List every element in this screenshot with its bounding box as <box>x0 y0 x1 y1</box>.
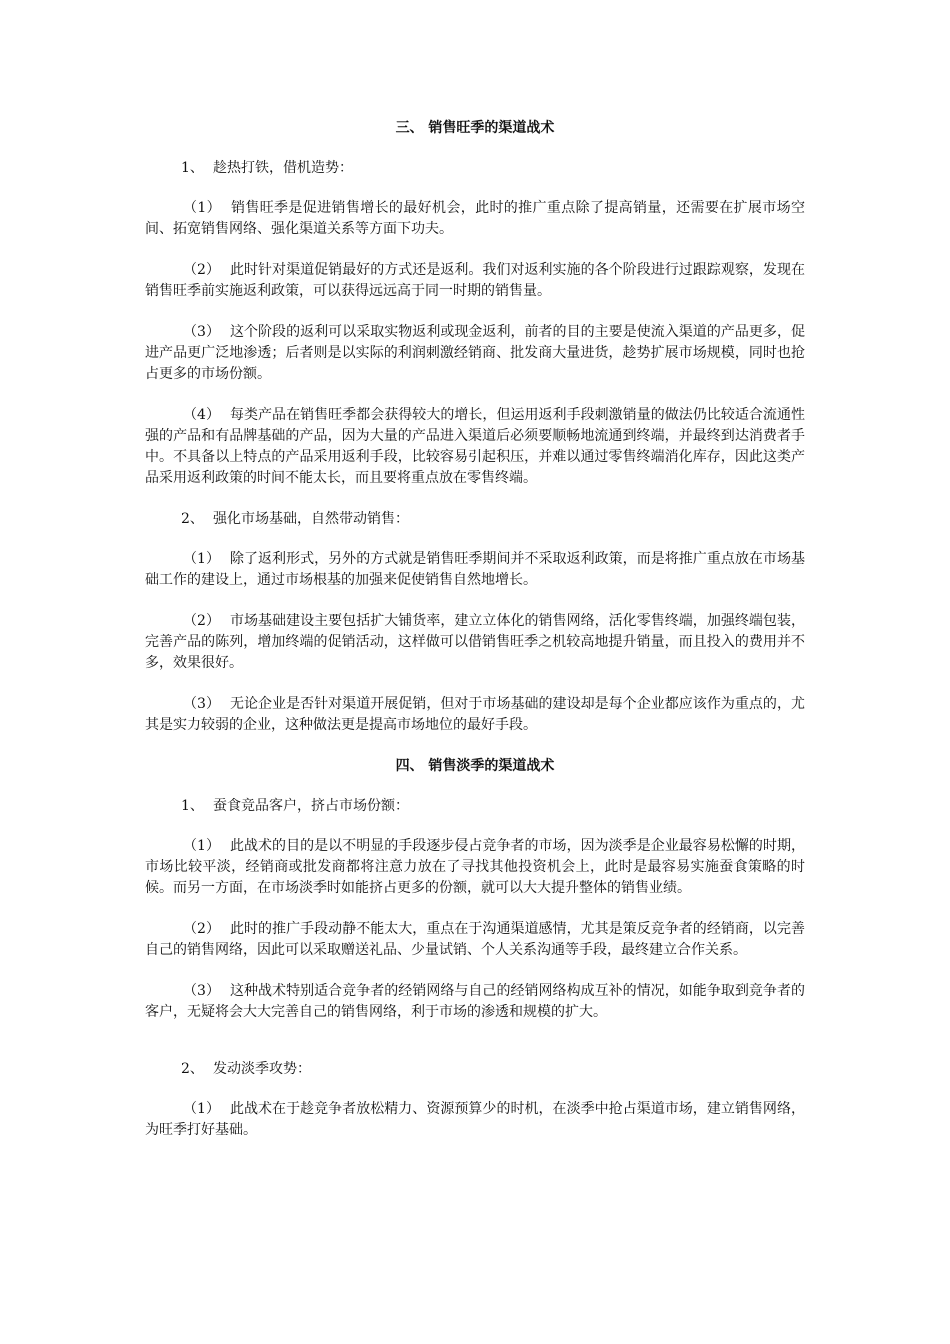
subheading-4-1 <box>181 796 805 816</box>
section-heading-4: 四、 销售淡季的渠道战术 <box>395 758 555 774</box>
paragraph <box>145 919 805 961</box>
paragraph <box>145 405 805 489</box>
paragraph-number: （3） <box>183 696 220 712</box>
paragraph-text: 每类产品在销售旺季都会获得较大的增长，但运用返利手段刺激销量的做法仍比较适合流通性强的产品和有品牌基础的产品，因为大量的产品进入渠道后必须要顺畅地流通到终端，并最终到达消费者手中。不具备以上特点的产品采用返利手段，比较容易引起积压，并难以通过零售终端消化库存，因此这类产品采用返利政策的时间不能太长，而且要将重点放在零售终端。 <box>145 407 805 486</box>
paragraph-number: （2） <box>183 262 220 278</box>
subheading-text: 发动淡季攻势： <box>213 1061 311 1077</box>
subheading-number: 2、 <box>181 511 204 527</box>
paragraph <box>145 322 805 385</box>
subheading-number: 1、 <box>181 798 204 814</box>
paragraph-number: （1） <box>183 1101 220 1117</box>
paragraph <box>145 611 805 674</box>
paragraph-text: 销售旺季是促进销售增长的最好机会，此时的推广重点除了提高销量，还需要在扩展市场空间、拓宽销售网络、强化渠道关系等方面下功夫。 <box>145 200 805 237</box>
paragraph-text: 此战术的目的是以不明显的手段逐步侵占竞争者的市场，因为淡季是企业最容易松懈的时期，市场比较平淡，经销商或批发商都将注意力放在了寻找其他投资机会上，此时是最容易实施蚕食策略的时候。而另一方面，在市场淡季时如能挤占更多的份额，就可以大大提升整体的销售业绩。 <box>145 838 805 896</box>
subheading-3-1 <box>181 158 805 178</box>
paragraph <box>145 836 805 899</box>
paragraph-number: （2） <box>183 613 220 629</box>
paragraph-number: （2） <box>183 921 220 937</box>
paragraph-number: （3） <box>183 983 220 999</box>
paragraph <box>145 260 805 302</box>
subheading-text: 趁热打铁，借机造势： <box>213 160 353 176</box>
paragraph-number: （1） <box>183 838 220 854</box>
paragraph-text: 这种战术特别适合竞争者的经销网络与自己的经销网络构成互补的情况，如能争取到竞争者的客户，无疑将会大大完善自己的销售网络，利于市场的渗透和规模的扩大。 <box>145 983 805 1020</box>
paragraph <box>145 198 805 240</box>
paragraph <box>145 981 805 1023</box>
paragraph <box>145 549 805 591</box>
document-page <box>145 118 805 1161</box>
subheading-3-2 <box>181 509 805 529</box>
subheading-number: 2、 <box>181 1061 204 1077</box>
paragraph-text: 此战术在于趁竞争者放松精力、资源预算少的时机，在淡季中抢占渠道市场，建立销售网络，为旺季打好基础。 <box>145 1101 805 1138</box>
paragraph <box>145 1099 805 1141</box>
paragraph-text: 无论企业是否针对渠道开展促销，但对于市场基础的建设却是每个企业都应该作为重点的，尤其是实力较弱的企业，这种做法更是提高市场地位的最好手段。 <box>145 696 805 733</box>
section-heading-3: 三、 销售旺季的渠道战术 <box>395 120 555 136</box>
paragraph-number: （4） <box>183 407 220 423</box>
paragraph-text: 此时针对渠道促销最好的方式还是返利。我们对返利实施的各个阶段进行过跟踪观察，发现在销售旺季前实施返利政策，可以获得远远高于同一时期的销售量。 <box>145 262 805 299</box>
subheading-text: 蚕食竞品客户，挤占市场份额： <box>213 798 409 814</box>
subheading-number: 1、 <box>181 160 204 176</box>
paragraph-number: （1） <box>183 200 221 216</box>
paragraph <box>145 694 805 736</box>
paragraph-text: 除了返利形式，另外的方式就是销售旺季期间并不采取返利政策，而是将推广重点放在市场基础工作的建设上，通过市场根基的加强来促使销售自然地增长。 <box>145 551 805 588</box>
paragraph-number: （3） <box>183 324 220 340</box>
paragraph-text: 此时的推广手段动静不能太大，重点在于沟通渠道感情，尤其是策反竞争者的经销商，以完善自己的销售网络，因此可以采取赠送礼品、少量试销、个人关系沟通等手段，最终建立合作关系。 <box>145 921 805 958</box>
subheading-text: 强化市场基础，自然带动销售： <box>213 511 409 527</box>
paragraph-number: （1） <box>183 551 220 567</box>
paragraph-text: 这个阶段的返利可以采取实物返利或现金返利，前者的目的主要是使流入渠道的产品更多，促进产品更广泛地渗透；后者则是以实际的利润刺激经销商、批发商大量进货，趁势扩展市场规模，同时也抢占更多的市场份额。 <box>145 324 805 382</box>
paragraph-text: 市场基础建设主要包括扩大铺货率，建立立体化的销售网络，活化零售终端，加强终端包装，完善产品的陈列，增加终端的促销活动，这样做可以借销售旺季之机较高地提升销量，而且投入的费用并不多，效果很好。 <box>145 613 805 671</box>
subheading-4-2 <box>181 1059 805 1079</box>
